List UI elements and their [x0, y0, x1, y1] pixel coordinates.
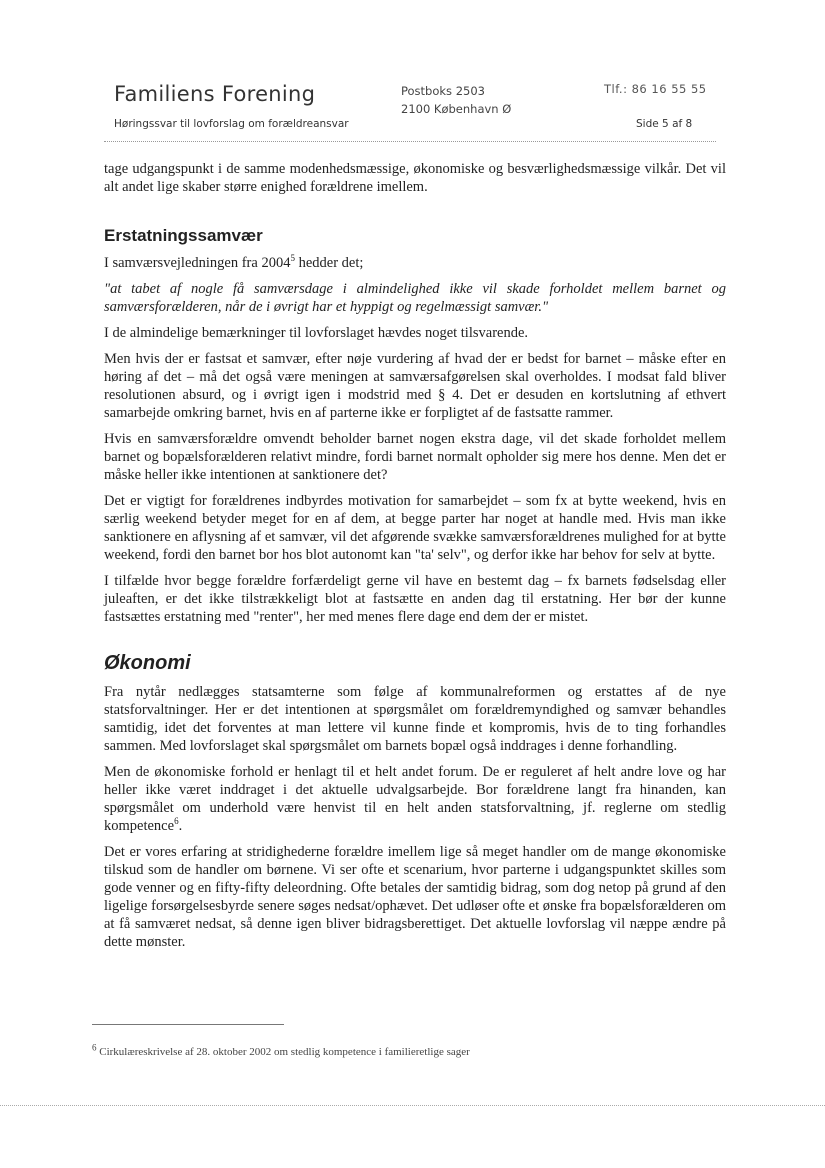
paragraph-bestemt-dag: I tilfælde hvor begge forældre forfærdeligt gerne vil have en bestemt dag – fx barnets fødselsdag eller juleaften, er det ikke tilstrækkeligt blot at fastsætte en anden dag til erstatning. Her bør der kunne fastsættes erstatning med "renter", her med menes flere dage end dem der er mistet.: [104, 573, 726, 625]
bottom-divider: [0, 1105, 825, 1106]
paragraph-okonomiske-forhold-text: Men de økonomiske forhold er henlagt til et helt andet forum. De er reguleret af helt andre love og har heller ikke været inddraget i det aktuelle udvalgsarbejde. Bor forældrene langt fra hinanden, kan spørgsmålet om underhold være henvist til en helt anden statsforvaltning, jf. reglerne om stedlig kompetence: [104, 764, 726, 834]
footnote-number: 6: [92, 1042, 97, 1053]
footnote-divider: [92, 1024, 284, 1025]
paragraph-erfaring: Det er vores erfaring at stridighederne forældre imellem lige så meget handler om de mange økonomiske tilskud som de handler om børnene. Vi ser ofte et scenarium, hvor parterne i udgangspunktet skilles som gode venner og en fifty-fifty deleordning. Ofte betales der samtidig bidrag, som dog netop på grund af den ligelige forsørgelsesbyrde senere søges nedsat/ophævet. Det udløser ofte et ønske fra bopælsforælderen om at få samværet nedsat, så denne igen bliver bidragsberettiget. Det aktuelle lovforslag vil næppe ændre på dette mønster.: [104, 844, 726, 950]
section-spacer: [104, 634, 726, 652]
section-spacer: [104, 214, 726, 226]
document-subtitle: Høringssvar til lovforslag om forældreansvar: [114, 118, 349, 130]
paragraph-okonomiske-forhold: [104, 763, 726, 835]
paragraph-vejledning: [104, 254, 726, 272]
quote-paragraph: "at tabet af nogle få samværsdage i almindelighed ikke vil skade forholdet mellem barnet og samværsforælderen, når de i øvrigt har et hyppigt og regelmæssigt samvær.": [104, 281, 726, 315]
section-heading-okonomi: Økonomi: [104, 652, 191, 674]
footnote-text: Cirkulæreskrivelse af 28. oktober 2002 om stedlig kompetence i familieretlige sager: [96, 1046, 470, 1058]
footnote: [92, 1042, 470, 1058]
paragraph-vejledning-text: I samværsvejledningen fra 2004: [104, 255, 291, 271]
address-line-2: 2100 København Ø: [401, 102, 512, 116]
paragraph-okonomiske-forhold-tail: .: [178, 818, 183, 834]
paragraph-nytaar: Fra nytår nedlægges statsamterne som følge af kommunalreformen og erstattes af de nye statsforvaltninger. Her er det intentionen at spørgsmålet om forældremyndighed og samvær behandles samtidig, idet det forventes at man lettere vil kunne finde et kompromis, hvis de to ting forhandles sammen. Med lovforslaget skal spørgsmålet om barnets bopæl også inddrages i denne forhandling.: [104, 684, 726, 754]
paragraph-motivation: Det er vigtigt for forældrenes indbyrdes motivation for samarbejdet – som fx at bytte weekend, hvis en særlig weekend betyder meget for en af dem, at begge parter har noget at handle med. Hvis man ikke sanktionere en aflysning af et samvær, vil det afgørende svække samværsforældrenes mulighed for at bytte weekend, fordi den barnet bor hos blot autonomt kan "ta' selv", og derfor ikke har behov for selv at bytte.: [104, 493, 726, 563]
page-number: Side 5 af 8: [636, 118, 693, 130]
phone-number: Tlf.: 86 16 55 55: [604, 82, 707, 96]
paragraph-ekstra-dage: Hvis en samværsforældre omvendt beholder barnet nogen ekstra dage, vil det skade forholdet mellem barnet og bopælsforælderen relativt mindre, fordi barnet normalt opholder sig mere hos denne. Men det er måske heller ikke intentionen at sanktionere det?: [104, 431, 726, 483]
paragraph-bemaerkninger: I de almindelige bemærkninger til lovforslaget hævdes noget tilsvarende.: [104, 325, 529, 341]
section-heading-erstatningssamvaer: Erstatningssamvær: [104, 226, 263, 245]
paragraph-fastsat-samvaer: Men hvis der er fastsat et samvær, efter nøje vurdering af hvad der er bedst for barnet – måske efter en høring af det – må det også være meningen at samværsafgørelsen skal overholdes. I modsat fald bliver resolutionen absurd, og i øvrigt igen i modstrid med § 4. Det er desuden en kortslutning af ethvert samarbejde omkring barnet, hvis en af parterne ikke er forpligtet af de fastsatte rammer.: [104, 351, 726, 421]
intro-paragraph: tage udgangspunkt i de samme modenhedsmæssige, økonomiske og besværlighedsmæssige vilkår. Det vil alt andet lige skaber større enighed forældrene imellem.: [104, 161, 726, 195]
paragraph-vejledning-tail: hedder det;: [294, 255, 364, 271]
footnote-ref-5: 5: [290, 253, 295, 264]
body-content: [104, 160, 726, 959]
address-line-1: Postboks 2503: [401, 84, 485, 98]
organization-name: Familiens Forening: [114, 82, 316, 106]
header-divider: [104, 141, 716, 142]
footnote-ref-6: 6: [174, 816, 179, 827]
